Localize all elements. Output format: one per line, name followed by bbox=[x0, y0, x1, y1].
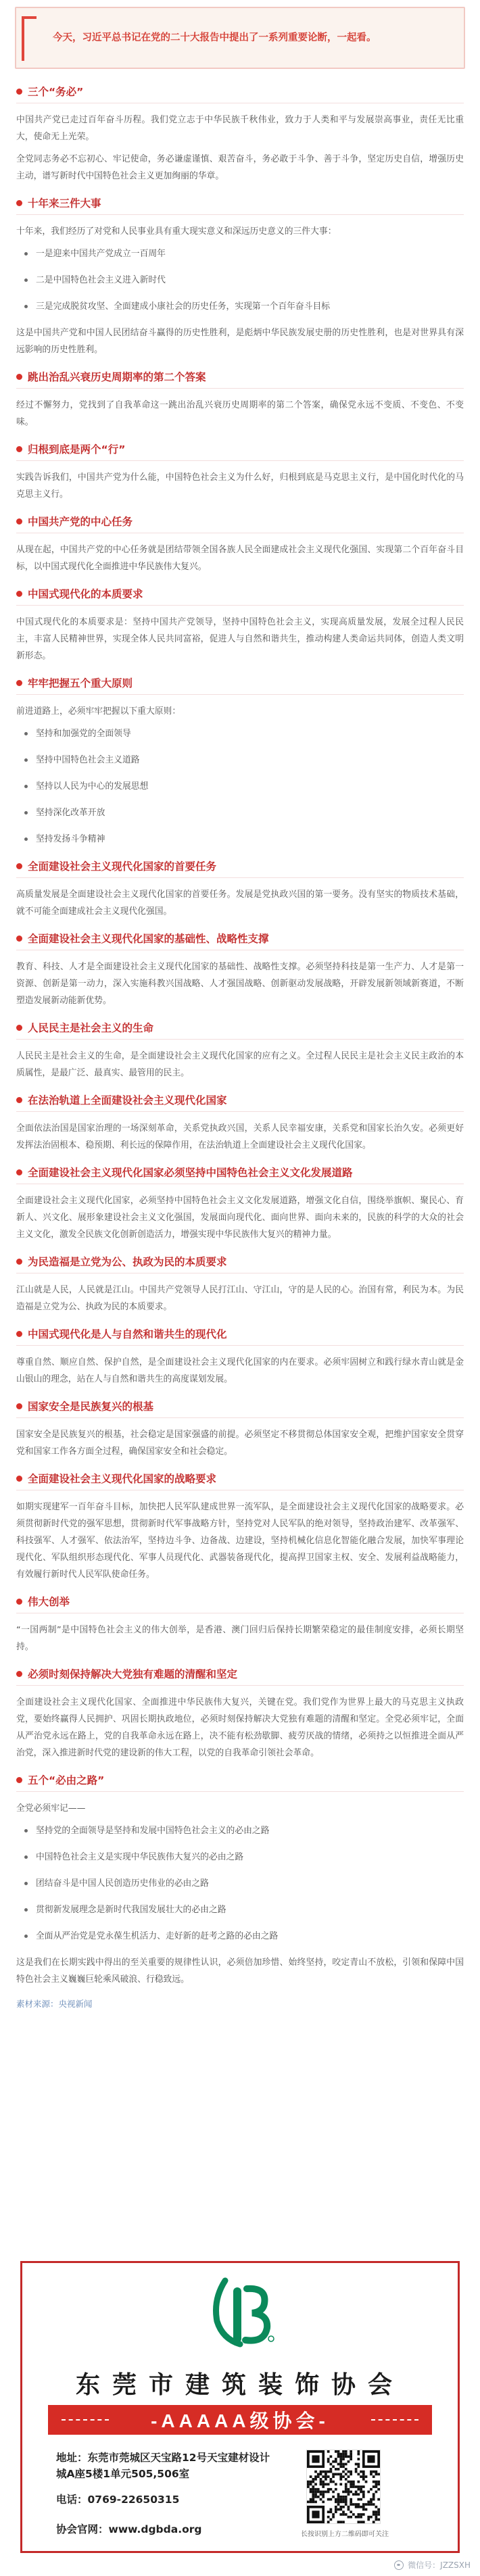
paragraph: 全面依法治国是国家治理的一场深刻革命，关系党执政兴国，关系人民幸福安康，关系党和国家长治久安。必须更好发挥法治固根本、稳预期、利长远的保障作用，在法治轨道上全面建设社会主义现代化国家。 bbox=[16, 1123, 464, 1150]
intro-banner bbox=[15, 7, 465, 69]
association-phone: 电话：0769-22650315 bbox=[56, 2494, 180, 2506]
bullet-icon bbox=[24, 305, 28, 308]
list-item bbox=[22, 1849, 464, 1866]
list-item bbox=[22, 1928, 464, 1945]
section-heading bbox=[16, 1326, 464, 1346]
association-name: 东莞市建筑装饰协会 bbox=[75, 2371, 404, 2398]
paragraph: “一国两制”是中国特色社会主义的伟大创举，是香港、澳门回归后保持长期繁荣稳定的最佳制度安排，必须长期坚持。 bbox=[16, 1625, 464, 1652]
section-heading bbox=[16, 514, 464, 533]
section-heading bbox=[16, 1666, 464, 1686]
list-item bbox=[22, 725, 464, 742]
association-website[interactable]: 协会官网：www.dgbda.org bbox=[56, 2523, 202, 2535]
paragraph: 全面建设社会主义现代化国家，必须坚持中国特色社会主义文化发展道路，增强文化自信，围绕举旗帜、聚民心、育新人、兴文化、展形象建设社会主义文化强国，发展面向现代化、面向世界、面向未来的，民族的科学的大众的社会主义文化，激发全民族文化创新创造活力，增强实现中华民族伟大复兴的精神力量。 bbox=[16, 1196, 464, 1240]
paragraph: 这是中国共产党和中国人民团结奋斗赢得的历史性胜利，是彪炳中华民族发展史册的历史性胜利，也是对世界具有深远影响的历史性胜利。 bbox=[16, 328, 464, 355]
section-heading bbox=[16, 1594, 464, 1613]
list-item bbox=[22, 272, 464, 289]
paragraph: 江山就是人民，人民就是江山。中国共产党领导人民打江山、守江山，守的是人民的心。治国有常，利民为本。为民造福是立党为公、执政为民的本质要求。 bbox=[16, 1285, 464, 1312]
qr-code-icon[interactable] bbox=[306, 2450, 381, 2524]
section-heading-text: 全面建设社会主义现代化国家的首要任务 bbox=[28, 860, 217, 873]
heading-dot-icon bbox=[16, 446, 22, 452]
paragraph: 全党必须牢记—— bbox=[16, 1803, 86, 1814]
heading-dot-icon bbox=[16, 200, 22, 206]
list-item bbox=[22, 1901, 464, 1918]
paragraph: 中国共产党已走过百年奋斗历程。我们党立志于中华民族千秋伟业，致力于人类和平与发展崇高事业，责任无比重大，使命无上光荣。 bbox=[16, 115, 464, 142]
paragraph: 全党同志务必不忘初心、牢记使命，务必谦虚谨慎、艰苦奋斗，务必敢于斗争、善于斗争，坚定历史自信，增强历史主动，谱写新时代中国特色社会主义更加绚丽的华章。 bbox=[16, 154, 464, 181]
heading-dot-icon bbox=[16, 863, 22, 869]
association-address: 地址：东莞市莞城区天宝路12号天宝建材设计城A座5楼1单元505,506室 bbox=[56, 2452, 270, 2480]
section-heading bbox=[16, 931, 464, 950]
section-heading-text: 三个“务必” bbox=[28, 86, 84, 98]
section-heading-text: 归根到底是两个“行” bbox=[28, 443, 126, 456]
paragraph: 十年来，我们经历了对党和人民事业具有重大现实意义和深远历史意义的三件大事： bbox=[16, 226, 337, 237]
section-heading bbox=[16, 1471, 464, 1490]
section-heading bbox=[16, 586, 464, 606]
association-card bbox=[20, 2261, 460, 2553]
paragraph: 教育、科技、人才是全面建设社会主义现代化国家的基础性、战略性支撑。必须坚持科技是第一生产力、人才是第一资源、创新是第一动力，深入实施科教兴国战略、人才强国战略、创新驱动发展战略，开辟发展新领域新赛道，不断塑造发展新动能新优势。 bbox=[16, 962, 464, 1006]
bullet-icon bbox=[24, 758, 28, 762]
bullet-icon bbox=[24, 837, 28, 841]
list-item-text: 坚持和加强党的全面领导 bbox=[36, 729, 131, 739]
list-item-text: 一是迎来中国共产党成立一百周年 bbox=[36, 249, 166, 259]
section-heading-text: 牢牢把握五个重大原则 bbox=[28, 677, 133, 689]
section-heading-text: 十年来三件大事 bbox=[28, 197, 101, 210]
section-heading bbox=[16, 1254, 464, 1273]
heading-dot-icon bbox=[16, 374, 22, 380]
section-heading-text: 伟大创举 bbox=[28, 1596, 70, 1608]
section-heading bbox=[16, 1165, 464, 1184]
list-item-text: 中国特色社会主义是实现中华民族伟大复兴的必由之路 bbox=[36, 1852, 244, 1862]
association-level-band bbox=[48, 2405, 432, 2435]
source-link[interactable]: 素材来源：央视新闻 bbox=[16, 1999, 93, 2009]
section-heading bbox=[16, 1020, 464, 1040]
section-heading bbox=[16, 1092, 464, 1112]
section-heading bbox=[16, 858, 464, 878]
article-body bbox=[16, 73, 464, 2010]
wechat-icon bbox=[394, 2560, 404, 2570]
section-heading bbox=[16, 1399, 464, 1418]
heading-dot-icon bbox=[16, 1097, 22, 1103]
list-item-text: 坚持深化改革开放 bbox=[36, 808, 105, 818]
bullet-icon bbox=[24, 785, 28, 788]
heading-dot-icon bbox=[16, 1671, 22, 1677]
bullet-icon bbox=[24, 252, 28, 256]
intro-banner-text: 今天，习近平总书记在党的二十大报告中提出了一系列重要论断，一起看。 bbox=[53, 32, 377, 43]
heading-dot-icon bbox=[16, 1476, 22, 1482]
paragraph: 高质量发展是全面建设社会主义现代化国家的首要任务。发展是党执政兴国的第一要务。没有坚实的物质技术基础，就不可能全面建成社会主义现代化强国。 bbox=[16, 890, 464, 917]
heading-dot-icon bbox=[16, 89, 22, 95]
section-heading-text: 中国共产党的中心任务 bbox=[28, 516, 133, 528]
list-item bbox=[22, 778, 464, 795]
bullet-list bbox=[22, 245, 464, 315]
association-logo-icon bbox=[205, 2274, 279, 2348]
section-heading-text: 五个“必由之路” bbox=[28, 1774, 105, 1787]
section-heading bbox=[16, 675, 464, 695]
bullet-icon bbox=[24, 1829, 28, 1832]
bullet-icon bbox=[24, 1882, 28, 1885]
list-item-text: 坚持发扬斗争精神 bbox=[36, 834, 105, 844]
section-heading-text: 全面建设社会主义现代化国家必须坚持中国特色社会主义文化发展道路 bbox=[28, 1167, 353, 1179]
list-item bbox=[22, 1822, 464, 1839]
paragraph: 前进道路上，必须牢牢把握以下重大原则： bbox=[16, 706, 181, 716]
bullet-icon bbox=[24, 732, 28, 735]
list-item bbox=[22, 245, 464, 262]
section-heading-text: 人民民主是社会主义的生命 bbox=[28, 1022, 154, 1034]
section-heading bbox=[16, 195, 464, 215]
section-heading bbox=[16, 369, 464, 389]
section-heading-text: 跳出治乱兴衰历史周期率的第二个答案 bbox=[28, 371, 206, 383]
section-heading bbox=[16, 84, 464, 103]
section-heading-text: 全面建设社会主义现代化国家的基础性、战略性支撑 bbox=[28, 933, 269, 945]
heading-dot-icon bbox=[16, 1259, 22, 1265]
bullet-icon bbox=[24, 1855, 28, 1859]
section-heading-text: 必须时刻保持解决大党独有难题的清醒和坚定 bbox=[28, 1668, 238, 1680]
heading-dot-icon bbox=[16, 935, 22, 942]
heading-dot-icon bbox=[16, 1599, 22, 1605]
bullet-icon bbox=[24, 1935, 28, 1938]
bullet-icon bbox=[24, 278, 28, 282]
wechat-watermark bbox=[394, 2559, 471, 2571]
heading-dot-icon bbox=[16, 1403, 22, 1409]
section-heading bbox=[16, 1772, 464, 1792]
bullet-list bbox=[22, 725, 464, 848]
list-item bbox=[22, 752, 464, 769]
paragraph: 中国式现代化的本质要求是：坚持中国共产党领导，坚持中国特色社会主义，实现高质量发展，发展全过程人民民主，丰富人民精神世界，实现全体人民共同富裕，促进人与自然和谐共生，推动构建人类命运共同体，创造人类文明新形态。 bbox=[16, 617, 464, 661]
paragraph: 从现在起，中国共产党的中心任务就是团结带领全国各族人民全面建成社会主义现代化强国、实现第二个百年奋斗目标，以中国式现代化全面推进中华民族伟大复兴。 bbox=[16, 545, 464, 572]
heading-dot-icon bbox=[16, 1777, 22, 1783]
watermark-text: 微信号：JZZSXH bbox=[408, 2560, 471, 2570]
list-item-text: 坚持党的全面领导是坚持和发展中国特色社会主义的必由之路 bbox=[36, 1826, 270, 1836]
bullet-icon bbox=[24, 811, 28, 815]
paragraph: 人民民主是社会主义的生命，是全面建设社会主义现代化国家的应有之义。全过程人民民主是社会主义民主政治的本质属性，是最广泛、最真实、最管用的民主。 bbox=[16, 1051, 464, 1078]
association-contact bbox=[56, 2450, 279, 2547]
paragraph: 尊重自然、顺应自然、保护自然，是全面建设社会主义现代化国家的内在要求。必须牢固树立和践行绿水青山就是金山银山的理念，站在人与自然和谐共生的高度谋划发展。 bbox=[16, 1357, 464, 1384]
list-item bbox=[22, 804, 464, 821]
section-heading-text: 全面建设社会主义现代化国家的战略要求 bbox=[28, 1473, 217, 1485]
section-heading-text: 中国式现代化的本质要求 bbox=[28, 588, 143, 600]
paragraph: 经过不懈努力，党找到了自我革命这一跳出治乱兴衰历史周期率的第二个答案，确保党永远不变质、不变色、不变味。 bbox=[16, 400, 464, 427]
list-item-text: 贯彻新发展理念是新时代我国发展壮大的必由之路 bbox=[36, 1905, 226, 1915]
paragraph: 如期实现建军一百年奋斗目标，加快把人民军队建成世界一流军队，是全面建设社会主义现代化国家的战略要求。必须贯彻新时代党的强军思想，贯彻新时代军事战略方针，坚持党对人民军队的绝对领导，坚持政治建军、改革强军、科技强军、人才强军、依法治军，坚持边斗争、边备战、边建设，坚持机械化信息化智能化融合发展，加快军事理论现代化、军队组织形态现代化、军事人员现代化、武器装备现代化，提高捍卫国家主权、安全、发展利益战略能力，有效履行新时代人民军队使命任务。 bbox=[16, 1502, 464, 1580]
section-heading-text: 为民造福是立党为公、执政为民的本质要求 bbox=[28, 1256, 227, 1268]
list-item-text: 坚持以人民为中心的发展思想 bbox=[36, 781, 149, 792]
section-heading-text: 国家安全是民族复兴的根基 bbox=[28, 1401, 154, 1413]
bullet-icon bbox=[24, 1908, 28, 1912]
bullet-list bbox=[22, 1822, 464, 1945]
association-level-text: -AAAAA级协会- bbox=[151, 2410, 329, 2431]
heading-dot-icon bbox=[16, 680, 22, 686]
section-heading-text: 在法治轨道上全面建设社会主义现代化国家 bbox=[28, 1094, 227, 1107]
list-item bbox=[22, 298, 464, 315]
paragraph: 全面建设社会主义现代化国家、全面推进中华民族伟大复兴，关键在党。我们党作为世界上最大的马克思主义执政党，要始终赢得人民拥护、巩固长期执政地位，必须时刻保持解决大党独有难题的清醒和坚定。全党必须牢记，全面从严治党永远在路上，党的自我革命永远在路上，决不能有松劲歇脚、疲劳厌战的情绪，必须持之以恒推进全面从严治党，深入推进新时代党的建设新的伟大工程，以党的自我革命引领社会革命。 bbox=[16, 1697, 464, 1758]
list-item bbox=[22, 1875, 464, 1892]
paragraph: 实践告诉我们，中国共产党为什么能，中国特色社会主义为什么好，归根到底是马克思主义行，是中国化时代化的马克思主义行。 bbox=[16, 472, 464, 500]
list-item-text: 团结奋斗是中国人民创造历史伟业的必由之路 bbox=[36, 1878, 209, 1889]
list-item-text: 三是完成脱贫攻坚、全面建成小康社会的历史任务，实现第一个百年奋斗目标 bbox=[36, 301, 331, 312]
heading-dot-icon bbox=[16, 1169, 22, 1175]
paragraph: 国家安全是民族复兴的根基，社会稳定是国家强盛的前提。必须坚定不移贯彻总体国家安全观，把维护国家安全贯穿党和国家工作各方面全过程，确保国家安全和社会稳定。 bbox=[16, 1430, 464, 1457]
heading-dot-icon bbox=[16, 1331, 22, 1337]
list-item-text: 二是中国特色社会主义进入新时代 bbox=[36, 275, 166, 285]
banner-corner-mark bbox=[22, 16, 37, 61]
list-item-text: 全面从严治党是党永葆生机活力、走好新的赶考之路的必由之路 bbox=[36, 1931, 279, 1941]
paragraph: 这是我们在长期实践中得出的至关重要的规律性认识，必须倍加珍惜、始终坚持，咬定青山不放松，引领和保障中国特色社会主义巍巍巨轮乘风破浪、行稳致远。 bbox=[16, 1958, 464, 1985]
heading-dot-icon bbox=[16, 518, 22, 525]
heading-dot-icon bbox=[16, 591, 22, 597]
section-heading bbox=[16, 441, 464, 461]
section-heading-text: 中国式现代化是人与自然和谐共生的现代化 bbox=[28, 1328, 227, 1340]
list-item-text: 坚持中国特色社会主义道路 bbox=[36, 755, 140, 765]
list-item bbox=[22, 831, 464, 848]
heading-dot-icon bbox=[16, 1025, 22, 1031]
qr-caption: 长按识别上方二维码即可关注 bbox=[301, 2531, 389, 2538]
